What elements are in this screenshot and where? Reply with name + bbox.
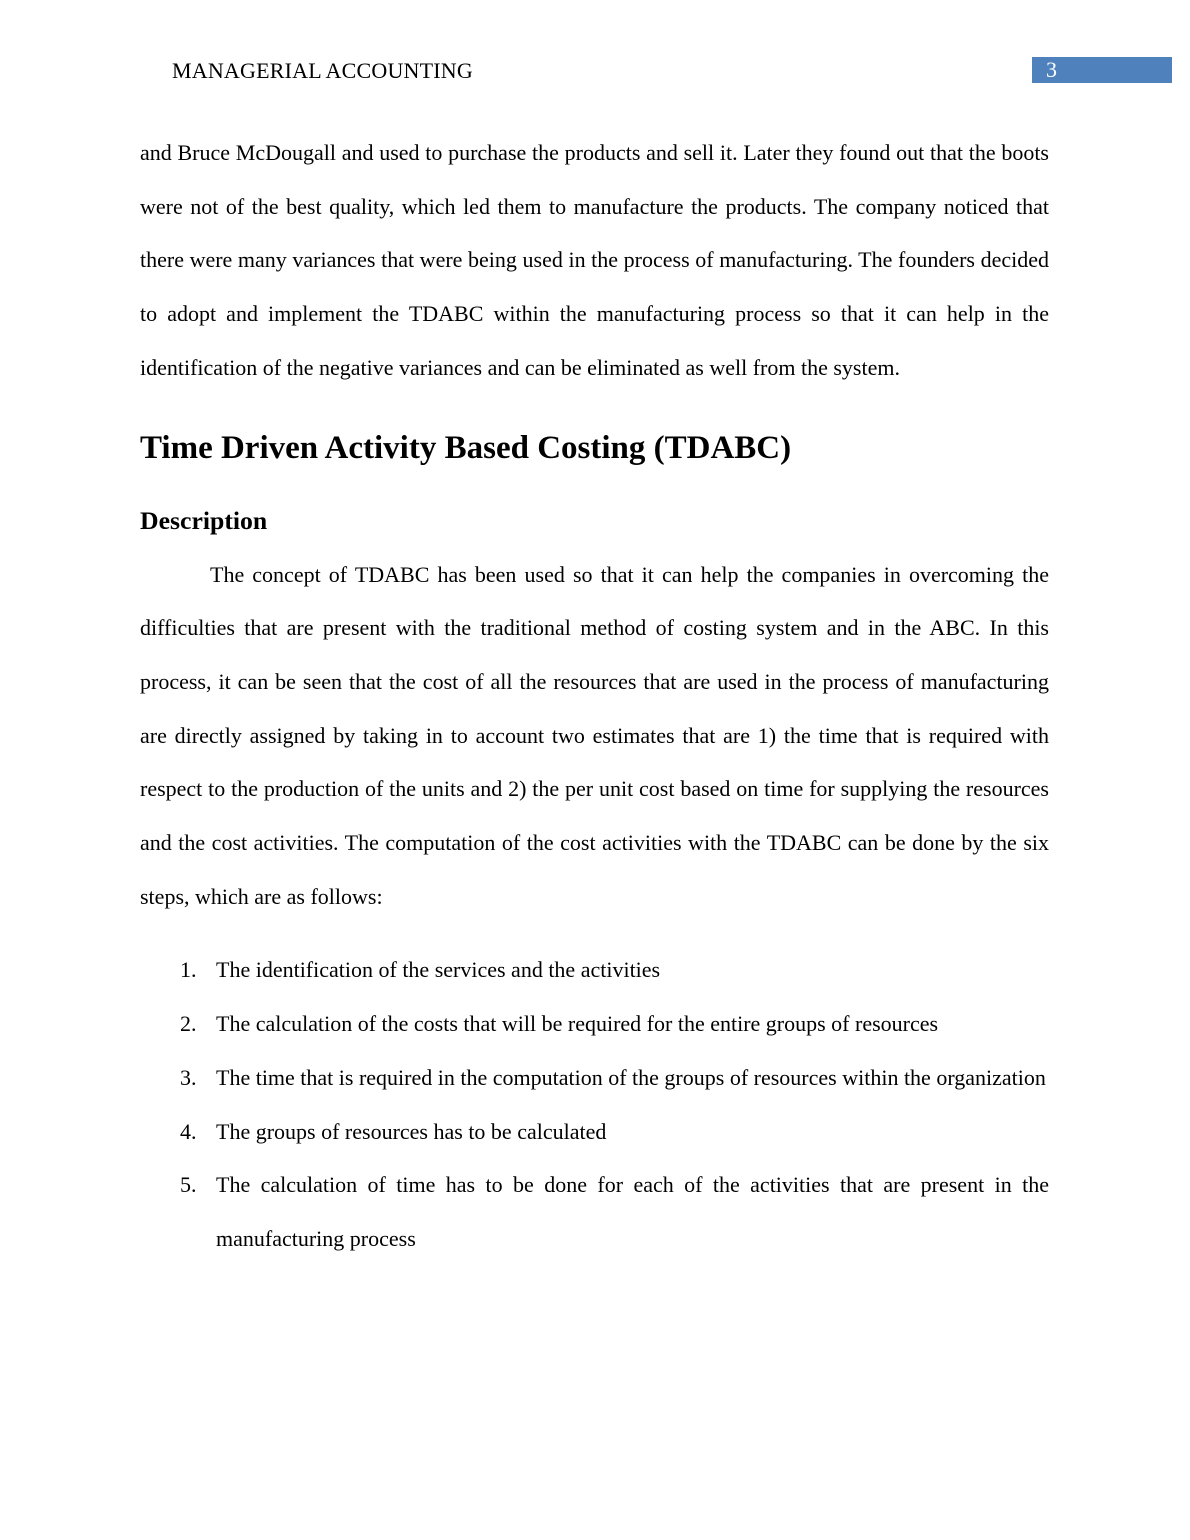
- list-item-number: 3.: [180, 1064, 197, 1090]
- list-item-number: 4.: [180, 1118, 197, 1144]
- list-item-number: 1.: [180, 957, 197, 983]
- page-body: [140, 126, 1049, 1266]
- intro-paragraph: and Bruce McDougall and used to purchase the products and sell it. Later they found out that the boots were not of the best quality, which led them to manufacture the products. The company noticed that there were many variances that were being used in the process of manufacturing. The founders decided to adopt and implement the TDABC within the manufacturing process so that it can help in the identification of the negative variances and can be eliminated as well from the system.: [140, 140, 1049, 380]
- list-item: [140, 1158, 1049, 1265]
- page-number: 3: [1046, 57, 1057, 82]
- running-header-title: MANAGERIAL ACCOUNTING: [172, 58, 473, 83]
- list-item-text: The identification of the services and the activities: [216, 957, 661, 983]
- list-item-text: The groups of resources has to be calculated: [216, 1118, 607, 1144]
- list-item-number: 2.: [180, 1011, 197, 1037]
- subsection-heading: Description: [140, 505, 268, 535]
- list-item-number: 5.: [180, 1172, 197, 1198]
- list-item: [140, 1105, 1049, 1159]
- steps-list: [140, 943, 1049, 1265]
- list-item-text: The calculation of time has to be done for each of the activities that are present in the manufacturing process: [216, 1172, 1049, 1251]
- section-heading: Time Driven Activity Based Costing (TDABC): [140, 429, 792, 466]
- list-item-text: The calculation of the costs that will be required for the entire groups of resources: [216, 1011, 939, 1037]
- list-item: [140, 997, 1049, 1051]
- list-item-text: The time that is required in the computation of the groups of resources within the organization: [216, 1064, 1046, 1090]
- list-item: [140, 1051, 1049, 1105]
- description-paragraph: The concept of TDABC has been used so that it can help the companies in overcoming the difficulties that are present with the traditional method of costing system and in the ABC. In this process, it can be seen that the cost of all the resources that are used in the process of manufacturing are directly assigned by taking in to account two estimates that are 1) the time that is required with respect to the production of the units and 2) the per unit cost based on time for supplying the resources and the cost activities. The computation of the cost activities with the TDABC can be done by the six steps, which are as follows:: [140, 561, 1049, 909]
- page-number-box: [1032, 57, 1172, 83]
- list-item: [140, 943, 1049, 997]
